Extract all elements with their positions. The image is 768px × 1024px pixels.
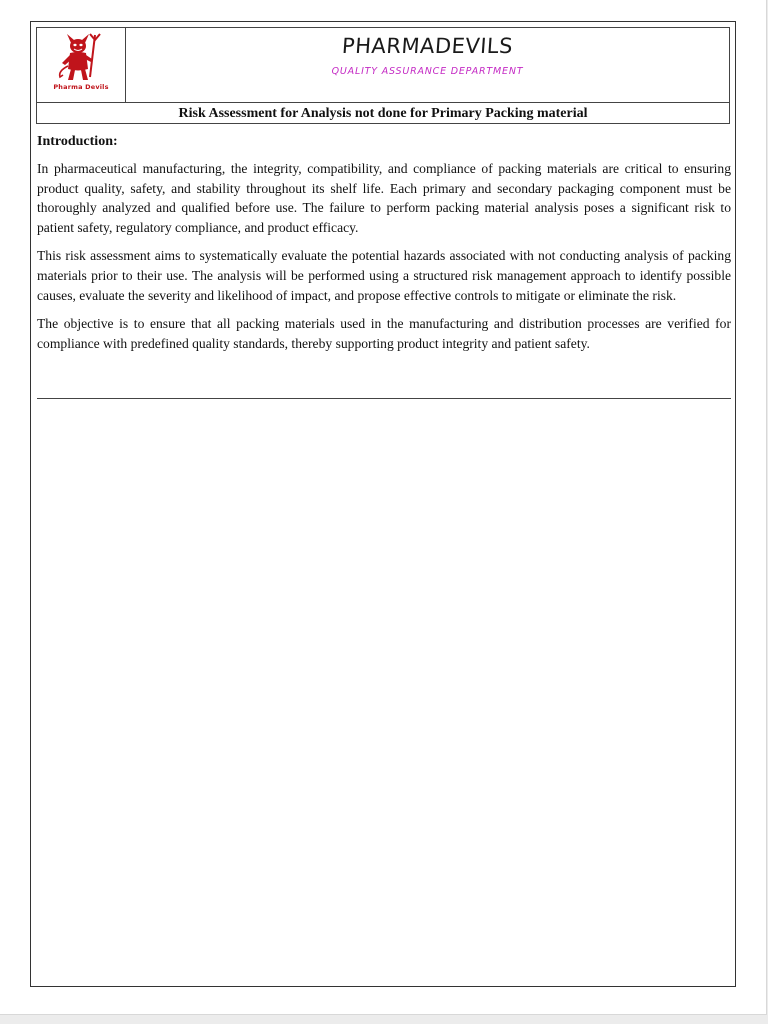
page-border — [30, 21, 736, 987]
document-title: Risk Assessment for Analysis not done for Primary Packing material — [37, 102, 729, 124]
devil-mascot-icon — [54, 31, 108, 83]
document-header — [36, 27, 730, 124]
brand-name: PHARMADEVILS — [341, 34, 514, 58]
paragraph-1: In pharmaceutical manufacturing, the integrity, compatibility, and compliance of packing materials are critical to ensuring product quality, safety, and stability throughout its shelf life. Each primary and secondary packaging component must be thoroughly analyzed and qualified before use. The failure to perform packing material analysis poses a significant risk to patient safety, regulatory compliance, and product efficacy. — [37, 161, 731, 235]
document-body — [37, 134, 731, 362]
department-name: QUALITY ASSURANCE DEPARTMENT — [331, 66, 524, 77]
logo-cell — [37, 28, 126, 102]
paragraph-2: This risk assessment aims to systematically evaluate the potential hazards associated with not conducting analysis of packing materials prior to their use. The analysis will be performed using a structured risk management approach to identify possible causes, evaluate the severity and likelihood of impact, and propose effective controls to mitigate or eliminate the risk. — [37, 248, 731, 303]
logo-caption: Pharma Devils — [53, 83, 109, 91]
paragraph-3: The objective is to ensure that all packing materials used in the manufacturing and distribution processes are verified for compliance with predefined quality standards, thereby supporting product integrity and patient safety. — [37, 316, 731, 351]
section-divider — [37, 398, 731, 399]
brand-block — [126, 28, 729, 102]
section-heading: Introduction: — [37, 134, 118, 149]
